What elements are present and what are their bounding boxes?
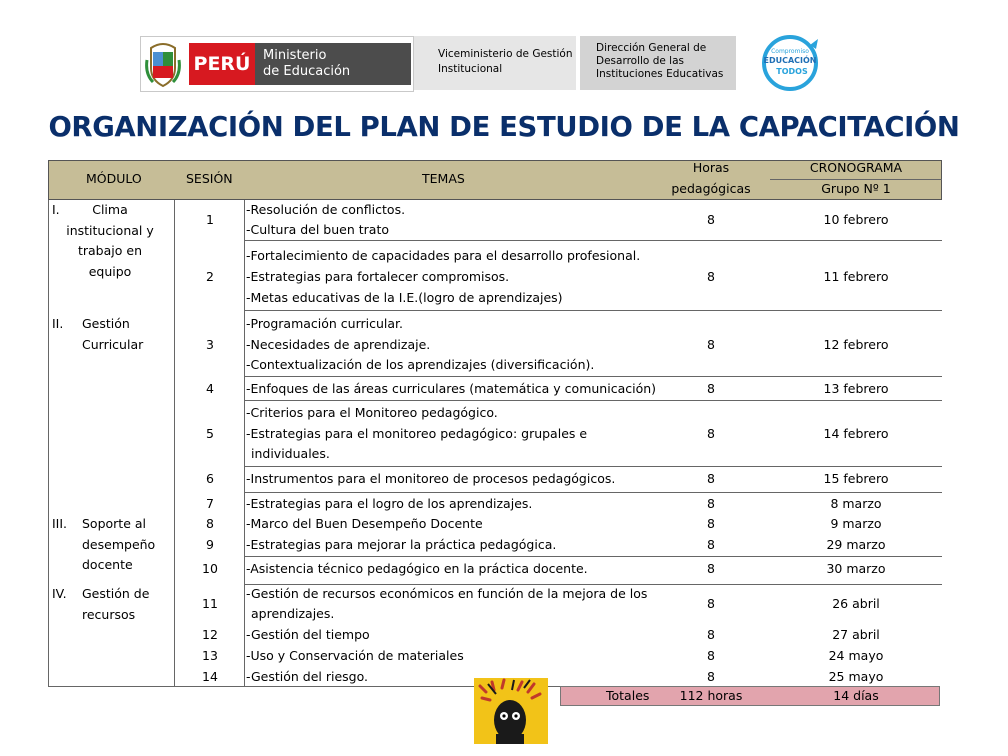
tema-line: -Gestión del riesgo. bbox=[246, 669, 368, 684]
horas-value: 8 bbox=[707, 337, 715, 352]
session-number: 1 bbox=[206, 212, 214, 227]
module-3-name bbox=[82, 514, 155, 576]
ministerio-line1: Ministerio bbox=[263, 48, 327, 63]
reading-head-illustration bbox=[474, 678, 548, 744]
module-2-line: Curricular bbox=[82, 336, 144, 352]
tema-line: -Criterios para el Monitoreo pedagógico. bbox=[246, 405, 498, 420]
session-number: 7 bbox=[206, 496, 214, 511]
tema-line: -Contextualización de los aprendizajes (diversificación). bbox=[246, 357, 595, 372]
horas-value: 8 bbox=[707, 596, 715, 611]
tema-line: -Uso y Conservación de materiales bbox=[246, 648, 464, 663]
module-4-number: IV. bbox=[52, 586, 67, 601]
module-1-line: trabajo en bbox=[77, 243, 142, 258]
coat-of-arms-icon bbox=[145, 40, 181, 88]
module-1-line: Clima bbox=[92, 202, 128, 217]
row-separator bbox=[244, 310, 942, 311]
module-1-number: I. bbox=[52, 202, 60, 217]
module-3-line: docente bbox=[82, 557, 133, 572]
session-number: 10 bbox=[202, 561, 218, 576]
fecha-value: 14 febrero bbox=[823, 426, 889, 441]
horas-value: 8 bbox=[707, 212, 715, 227]
module-4-line: recursos bbox=[82, 606, 136, 622]
row-separator bbox=[244, 556, 942, 557]
tema-line: -Estrategias para el monitoreo pedagógico: grupales e bbox=[246, 426, 588, 441]
module-3-line: desempeño bbox=[82, 536, 156, 552]
tema-line: -Marco del Buen Desempeño Docente bbox=[246, 516, 483, 531]
header-sesion: SESIÓN bbox=[186, 171, 233, 186]
row-separator bbox=[244, 466, 942, 467]
horas-value: 8 bbox=[707, 496, 715, 511]
totals-label: Totales bbox=[606, 688, 650, 703]
tema-line: -Metas educativas de la I.E.(logro de aprendizajes) bbox=[246, 290, 563, 305]
session-number: 8 bbox=[206, 516, 214, 531]
campaign-line2: EDUCACIÓN bbox=[763, 56, 817, 65]
fecha-value: 29 marzo bbox=[826, 537, 886, 552]
module-2-number: II. bbox=[52, 316, 64, 331]
horas-value: 8 bbox=[707, 537, 715, 552]
fecha-value: 24 mayo bbox=[828, 648, 884, 663]
header-temas: TEMAS bbox=[422, 171, 465, 186]
horas-value: 8 bbox=[707, 381, 715, 396]
session-number: 12 bbox=[202, 627, 218, 642]
table-left-border bbox=[48, 200, 49, 686]
tema-line: -Asistencia técnico pedagógico en la práctica docente. bbox=[246, 561, 588, 576]
fecha-value: 25 mayo bbox=[828, 669, 884, 684]
horas-value: 8 bbox=[707, 561, 715, 576]
tema-line: -Necesidades de aprendizaje. bbox=[246, 337, 431, 352]
campaign-line3: TODOS bbox=[776, 67, 808, 76]
module-1-name bbox=[54, 200, 166, 282]
horas-value: 8 bbox=[707, 471, 715, 486]
tema-line: -Cultura del buen trato bbox=[246, 222, 389, 237]
direccion-line2: Desarrollo de las bbox=[596, 55, 684, 67]
campaign-line1: Compromiso bbox=[771, 48, 809, 55]
session-column-divider bbox=[244, 200, 245, 686]
module-3-number: III. bbox=[52, 516, 68, 531]
tema-line: individuales. bbox=[251, 446, 330, 461]
ministerio-logo bbox=[140, 36, 414, 92]
page-title: ORGANIZACIÓN DEL PLAN DE ESTUDIO DE LA CAPACITACIÓN bbox=[48, 111, 960, 143]
viceministerio-line1: Viceministerio de Gestión bbox=[438, 48, 573, 60]
session-number: 3 bbox=[206, 337, 214, 352]
fecha-value: 30 marzo bbox=[826, 561, 886, 576]
fecha-value: 27 abril bbox=[832, 627, 880, 642]
direccion-line3: Instituciones Educativas bbox=[596, 68, 724, 80]
module-column-divider bbox=[174, 200, 175, 686]
tema-line: -Instrumentos para el monitoreo de procesos pedagógicos. bbox=[246, 471, 616, 486]
tema-line: -Gestión de recursos económicos en función de la mejora de los bbox=[246, 586, 648, 601]
totals-horas: 112 horas bbox=[679, 688, 743, 703]
tema-line: -Gestión del tiempo bbox=[246, 627, 370, 642]
fecha-value: 15 febrero bbox=[823, 471, 889, 486]
session-number: 9 bbox=[206, 537, 214, 552]
horas-value: 8 bbox=[707, 269, 715, 284]
session-number: 14 bbox=[202, 669, 218, 684]
horas-value: 8 bbox=[707, 669, 715, 684]
horas-value: 8 bbox=[707, 648, 715, 663]
ministerio-label bbox=[255, 43, 411, 85]
tema-line: -Fortalecimiento de capacidades para el desarrollo profesional. bbox=[246, 248, 641, 263]
session-number: 2 bbox=[206, 269, 214, 284]
viceministerio-line2: Institucional bbox=[438, 63, 503, 75]
module-2 bbox=[52, 314, 63, 335]
module-2-name bbox=[82, 314, 143, 355]
horas-value: 8 bbox=[707, 426, 715, 441]
tema-line: -Estrategias para mejorar la práctica pedagógica. bbox=[246, 537, 557, 552]
module-1-line: institucional y bbox=[66, 222, 154, 238]
row-separator bbox=[244, 376, 942, 377]
tema-line: -Programación curricular. bbox=[246, 316, 404, 331]
viceministerio-label bbox=[414, 36, 576, 90]
row-separator bbox=[244, 400, 942, 401]
fecha-value: 8 marzo bbox=[830, 496, 882, 511]
header-horas bbox=[652, 158, 770, 199]
row-separator bbox=[244, 492, 942, 493]
tema-line: -Estrategias para el logro de los aprendizajes. bbox=[246, 496, 533, 511]
horas-value: 8 bbox=[707, 627, 715, 642]
peru-label: PERÚ bbox=[189, 43, 255, 85]
tema-line: aprendizajes. bbox=[251, 606, 335, 621]
session-number: 13 bbox=[202, 648, 218, 663]
module-4 bbox=[52, 584, 67, 605]
header-grupo: Grupo Nº 1 bbox=[821, 181, 891, 196]
education-campaign-logo bbox=[758, 33, 822, 93]
module-4-line: Gestión de bbox=[82, 586, 150, 601]
direccion-line1: Dirección General de bbox=[596, 42, 707, 54]
fecha-value: 26 abril bbox=[832, 596, 880, 611]
header-modulo: MÓDULO bbox=[86, 171, 142, 186]
module-4-name bbox=[82, 584, 149, 625]
header-cronograma: CRONOGRAMA bbox=[809, 160, 903, 175]
session-number: 4 bbox=[206, 381, 214, 396]
tema-line: -Enfoques de las áreas curriculares (matemática y comunicación) bbox=[246, 381, 657, 396]
fecha-value: 9 marzo bbox=[830, 516, 882, 531]
header-horas-line1: Horas bbox=[692, 160, 730, 175]
session-number: 11 bbox=[202, 596, 218, 611]
module-1-line: equipo bbox=[88, 263, 132, 279]
direccion-general-label bbox=[580, 36, 736, 90]
totals-dias: 14 días bbox=[833, 688, 879, 703]
tema-line: -Resolución de conflictos. bbox=[246, 202, 406, 217]
header-horas-line2: pedagógicas bbox=[671, 180, 751, 196]
ministerio-line2: de Educación bbox=[263, 64, 351, 79]
session-number: 6 bbox=[206, 471, 214, 486]
tema-line: -Estrategias para fortalecer compromisos. bbox=[246, 269, 510, 284]
fecha-value: 13 febrero bbox=[823, 381, 889, 396]
fecha-value: 10 febrero bbox=[823, 212, 889, 227]
module-2-line: Gestión bbox=[82, 316, 130, 331]
module-3 bbox=[52, 514, 67, 535]
horas-value: 8 bbox=[707, 516, 715, 531]
module-3-line: Soporte al bbox=[82, 516, 147, 531]
fecha-value: 12 febrero bbox=[823, 337, 889, 352]
session-number: 5 bbox=[206, 426, 214, 441]
fecha-value: 11 febrero bbox=[823, 269, 889, 284]
